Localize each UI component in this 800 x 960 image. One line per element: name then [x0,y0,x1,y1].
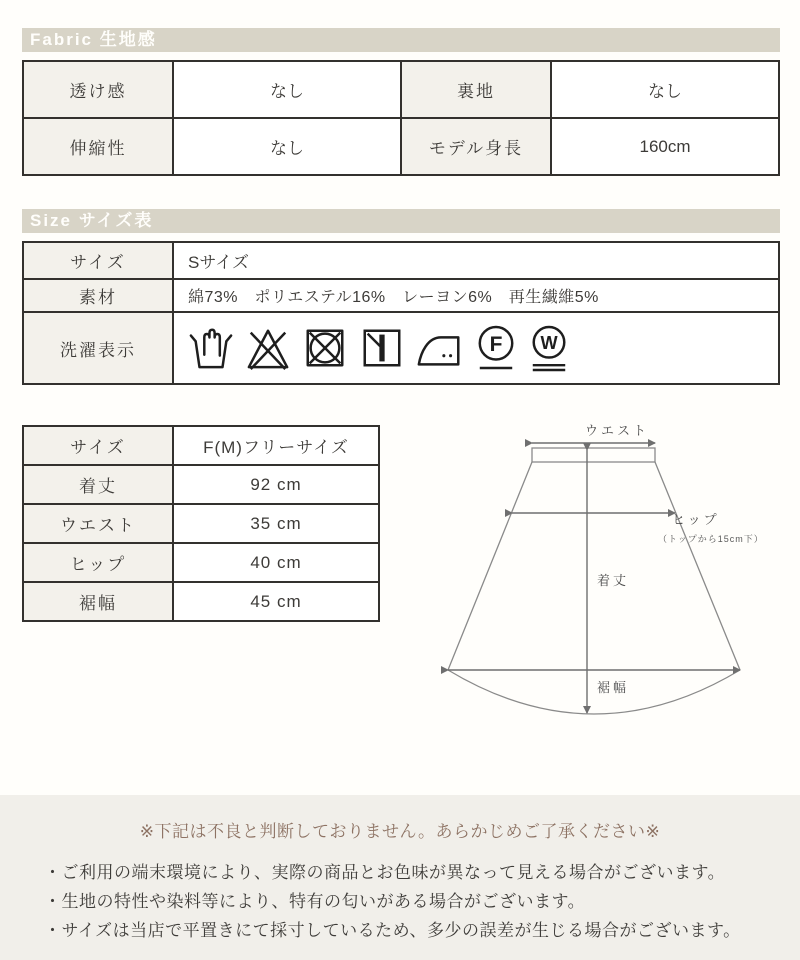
table-row [23,504,379,543]
fabric-header-sheerness: 透け感 [23,61,173,118]
measurement-table [22,425,380,622]
length-label: 着丈 [597,573,630,588]
wet-clean-W-icon [528,323,570,373]
do-not-tumble-dry-icon [302,323,348,373]
measure-header-hip: ヒップ [23,543,173,582]
care-symbols [188,321,778,375]
size-header-size: サイズ [23,242,173,279]
hip-note-label: （トップから15cm下） [658,534,764,544]
measure-value-hip: 40 cm [173,543,379,582]
fabric-table [22,60,780,176]
measure-value-hem: 45 cm [173,582,379,621]
skirt-measurement-diagram [435,418,785,730]
table-row [23,465,379,504]
size-header-material: 素材 [23,279,173,312]
size-value-size: Sサイズ [173,242,779,279]
measure-header-length: 着丈 [23,465,173,504]
table-row [23,543,379,582]
hem-label: 裾幅 [597,680,630,695]
fabric-section-title: Fabric 生地感 [22,28,780,52]
notice-item-measurement: ・サイズは当店で平置きにて採寸しているため、多少の誤差が生じる場合がございます。 [44,921,741,940]
notice-box [0,795,800,960]
fabric-value-sheerness: なし [173,61,401,118]
svg-text:W: W [540,332,558,353]
measure-value-size: F(M)フリーサイズ [173,426,379,465]
measure-header-waist: ウエスト [23,504,173,543]
waistband-shape [532,448,655,462]
skirt-left-side [448,462,532,670]
line-dry-in-shade-icon [359,323,405,373]
measure-header-hem: 裾幅 [23,582,173,621]
table-row [23,312,779,384]
svg-text:F: F [489,332,503,356]
size-section-title: Size サイズ表 [22,209,780,233]
size-spec-table [22,241,780,385]
iron-icon [416,323,464,373]
table-row [23,242,779,279]
measure-value-waist: 35 cm [173,504,379,543]
fabric-header-lining: 裏地 [401,61,551,118]
hip-label: ヒップ [672,512,720,527]
notice-item-color: ・ご利用の端末環境により、実際の商品とお色味が異なって見える場合がございます。 [44,863,726,882]
do-not-bleach-icon [245,323,291,373]
dry-clean-F-icon [475,323,517,373]
skirt-hem-curve [448,670,740,714]
waist-label: ウエスト [584,423,650,438]
table-row [23,582,379,621]
table-row [23,426,379,465]
fabric-header-model-height: モデル身長 [401,118,551,175]
table-row [23,118,779,175]
skirt-right-side [655,462,740,670]
table-row [23,61,779,118]
notice-heading: ※下記は不良と判断しておりません。あらかじめご了承ください※ [139,822,661,841]
fabric-value-model-height: 160cm [551,118,779,175]
fabric-header-stretch: 伸縮性 [23,118,173,175]
notice-item-smell: ・生地の特性や染料等により、特有の匂いがある場合がございます。 [44,892,586,911]
hand-wash-icon [188,323,234,373]
table-row [23,279,779,312]
measure-value-length: 92 cm [173,465,379,504]
size-header-care: 洗濯表示 [23,312,173,384]
size-value-material: 綿73% ポリエステル16% レーヨン6% 再生繊維5% [173,279,779,312]
fabric-value-lining: なし [551,61,779,118]
fabric-value-stretch: なし [173,118,401,175]
measure-header-size: サイズ [23,426,173,465]
